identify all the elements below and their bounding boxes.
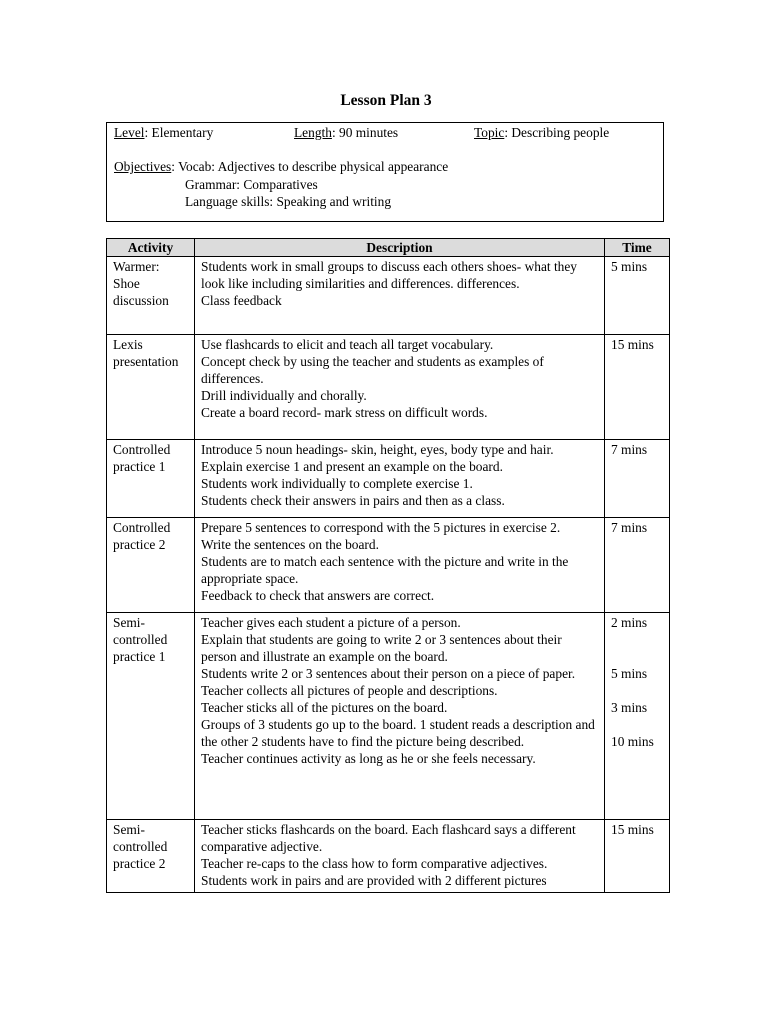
time-value: 15 mins xyxy=(611,822,654,837)
activity-line: controlled xyxy=(113,839,168,854)
time-value: 15 mins xyxy=(611,337,654,352)
activity-cell xyxy=(107,440,195,518)
description-line: Class feedback xyxy=(201,293,282,308)
description-line: Students are to match each sentence with the picture and write in the appropriate space. xyxy=(201,554,569,586)
lesson-plan-table xyxy=(106,238,670,893)
length-field xyxy=(294,124,398,141)
description-line: Drill individually and chorally. xyxy=(201,388,367,403)
time-value: 3 mins xyxy=(611,700,648,715)
description-line: Teacher sticks all of the pictures on the board. xyxy=(201,700,448,715)
description-cell xyxy=(195,440,605,518)
table-row xyxy=(107,440,670,518)
objective-vocab: : Vocab: Adjectives to describe physical appearance xyxy=(171,159,449,174)
description-line: Concept check by using the teacher and students as examples of differences. xyxy=(201,354,544,386)
table-row xyxy=(107,257,670,335)
lesson-info-box xyxy=(106,122,664,222)
activity-line: Warmer: xyxy=(113,259,160,274)
activity-line: discussion xyxy=(113,293,169,308)
activity-cell xyxy=(107,613,195,820)
activity-line: controlled xyxy=(113,632,168,647)
description-cell xyxy=(195,820,605,893)
description-line: Teacher sticks flashcards on the board. Each flashcard says a different comparative adjective. xyxy=(201,822,576,854)
time-cell xyxy=(605,518,670,613)
page-title: Lesson Plan 3 xyxy=(340,92,432,109)
description-line: Feedback to check that answers are correct. xyxy=(201,588,435,603)
time-spacer xyxy=(611,682,664,699)
level-field xyxy=(114,124,213,141)
description-line: Introduce 5 noun headings- skin, height, eyes, body type and hair. xyxy=(201,442,554,457)
objectives-line-1 xyxy=(114,158,448,175)
description-line: Students check their answers in pairs and then as a class. xyxy=(201,493,505,508)
description-line: Prepare 5 sentences to correspond with the 5 pictures in exercise 2. xyxy=(201,520,561,535)
time-value: 7 mins xyxy=(611,442,648,457)
header-description: Description xyxy=(195,239,605,257)
table-row xyxy=(107,335,670,440)
activity-line: practice 2 xyxy=(113,856,166,871)
time-value: 7 mins xyxy=(611,520,648,535)
description-line: Students work individually to complete exercise 1. xyxy=(201,476,473,491)
length-label: Length xyxy=(294,125,332,140)
time-spacer xyxy=(611,716,664,733)
level-value: : Elementary xyxy=(144,125,214,140)
length-value: : 90 minutes xyxy=(331,125,399,140)
description-cell xyxy=(195,613,605,820)
time-cell xyxy=(605,820,670,893)
description-line: Explain exercise 1 and present an example on the board. xyxy=(201,459,503,474)
description-line: Use flashcards to elicit and teach all target vocabulary. xyxy=(201,337,494,352)
description-line: Students work in pairs and are provided with 2 different pictures xyxy=(201,873,547,888)
time-value: 5 mins xyxy=(611,666,648,681)
time-value: 5 mins xyxy=(611,259,648,274)
description-line: Students write 2 or 3 sentences about their person on a piece of paper. xyxy=(201,666,576,681)
description-cell xyxy=(195,518,605,613)
table-header-row xyxy=(107,239,670,257)
table-row xyxy=(107,613,670,820)
description-line: Groups of 3 students go up to the board. 1 student reads a description and the other 2 students have to find the picture being described. xyxy=(201,717,595,749)
objective-skills: Language skills: Speaking and writing xyxy=(185,194,392,209)
description-cell xyxy=(195,257,605,335)
topic-value: : Describing people xyxy=(504,125,610,140)
description-line: Explain that students are going to write 2 or 3 sentences about their person and illustrate an example on the board. xyxy=(201,632,562,664)
description-cell xyxy=(195,335,605,440)
activity-cell xyxy=(107,518,195,613)
activity-line: practice 2 xyxy=(113,537,166,552)
time-cell xyxy=(605,613,670,820)
activity-line: Controlled xyxy=(113,520,171,535)
time-spacer xyxy=(611,648,664,665)
time-cell xyxy=(605,440,670,518)
activity-line: Semi- xyxy=(113,615,145,630)
activity-cell xyxy=(107,257,195,335)
activity-line: Semi- xyxy=(113,822,145,837)
activity-line: Lexis xyxy=(113,337,143,352)
description-line: Teacher re-caps to the class how to form comparative adjectives. xyxy=(201,856,548,871)
table-row xyxy=(107,820,670,893)
activity-cell xyxy=(107,335,195,440)
table-row xyxy=(107,518,670,613)
activity-line: Controlled xyxy=(113,442,171,457)
topic-label: Topic xyxy=(474,125,505,140)
time-value: 10 mins xyxy=(611,734,654,749)
time-cell xyxy=(605,335,670,440)
header-activity: Activity xyxy=(107,239,195,257)
time-value: 2 mins xyxy=(611,615,648,630)
level-label: Level xyxy=(114,125,145,140)
description-line: Write the sentences on the board. xyxy=(201,537,379,552)
description-line: Create a board record- mark stress on difficult words. xyxy=(201,405,488,420)
description-line: Teacher collects all pictures of people and descriptions. xyxy=(201,683,498,698)
activity-line: practice 1 xyxy=(113,649,166,664)
description-line: Teacher continues activity as long as he or she feels necessary. xyxy=(201,751,536,766)
activity-line: Shoe xyxy=(113,276,140,291)
time-spacer xyxy=(611,631,664,648)
description-line: Students work in small groups to discuss each others shoes- what they look like including similarities and differences. differences. xyxy=(201,259,578,291)
objective-grammar: Grammar: Comparatives xyxy=(185,177,318,192)
time-cell xyxy=(605,257,670,335)
topic-field xyxy=(474,124,609,141)
header-time: Time xyxy=(605,239,670,257)
activity-cell xyxy=(107,820,195,893)
activity-line: practice 1 xyxy=(113,459,166,474)
objectives-label: Objectives xyxy=(114,159,172,174)
activity-line: presentation xyxy=(113,354,179,369)
description-line: Teacher gives each student a picture of a person. xyxy=(201,615,461,630)
